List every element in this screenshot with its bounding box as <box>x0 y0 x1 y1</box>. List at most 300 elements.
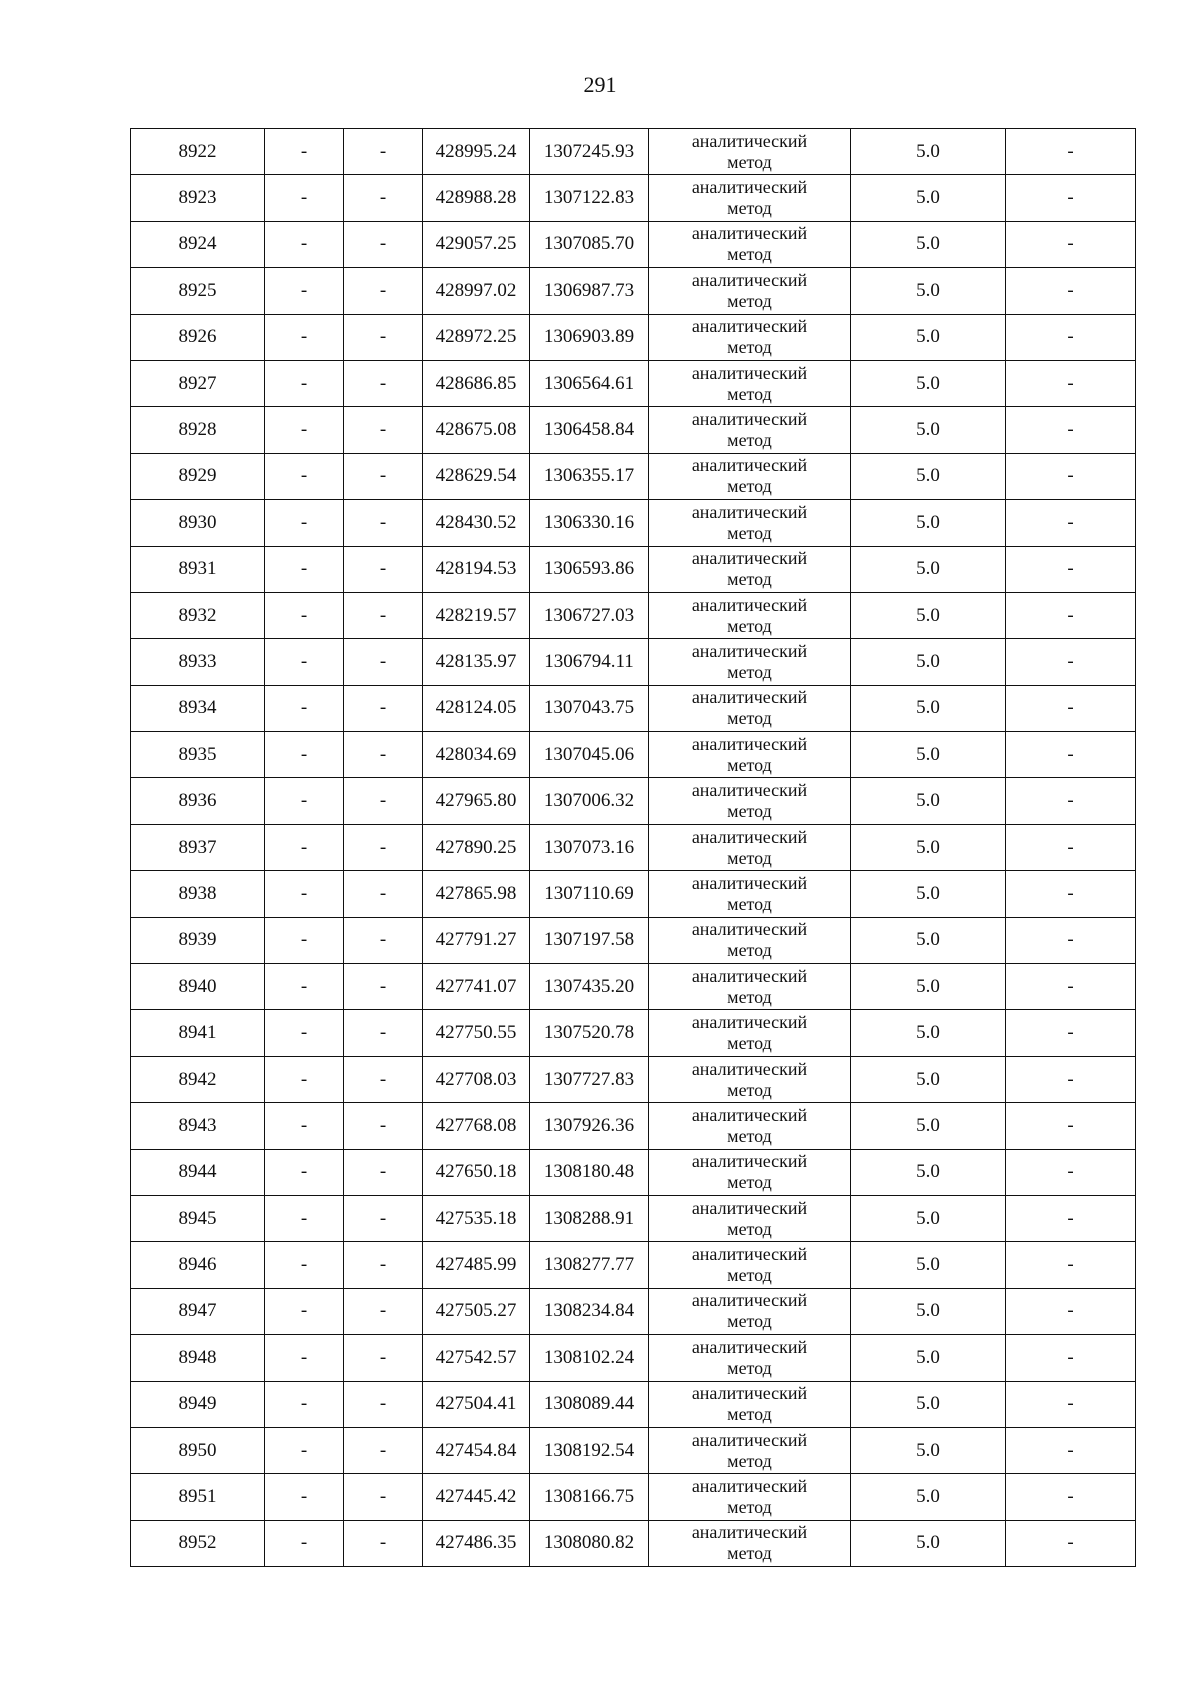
accuracy-cell: 5.0 <box>851 1520 1006 1566</box>
method-line-1: аналитический <box>691 1151 808 1172</box>
method-line-2: метод <box>727 893 772 914</box>
note-cell: - <box>1006 1520 1136 1566</box>
method-line-1: аналитический <box>691 409 808 430</box>
note-cell: - <box>1006 1427 1136 1473</box>
method-line-1: аналитический <box>691 640 808 661</box>
note-cell: - <box>1006 592 1136 638</box>
accuracy-cell: 5.0 <box>851 1242 1006 1288</box>
note-cell: - <box>1006 964 1136 1010</box>
y-coordinate-cell: 1306458.84 <box>530 407 649 453</box>
empty-cell-a: - <box>265 1149 344 1195</box>
table-row <box>131 175 1136 221</box>
method-line-1: аналитический <box>691 501 808 522</box>
accuracy-cell: 5.0 <box>851 592 1006 638</box>
empty-cell-a: - <box>265 824 344 870</box>
x-coordinate-cell: 427741.07 <box>423 964 530 1010</box>
note-cell: - <box>1006 1103 1136 1149</box>
method-cell <box>649 778 851 824</box>
empty-cell-a: - <box>265 1103 344 1149</box>
y-coordinate-cell: 1307043.75 <box>530 685 649 731</box>
empty-cell-b: - <box>344 221 423 267</box>
empty-cell-a: - <box>265 546 344 592</box>
method-cell <box>649 221 851 267</box>
method-line-2: метод <box>727 986 772 1007</box>
page-number: 291 <box>583 72 617 97</box>
method-line-2: метод <box>727 1033 772 1054</box>
empty-cell-a: - <box>265 1242 344 1288</box>
method-line-2: метод <box>727 151 772 172</box>
method-line-2: метод <box>727 708 772 729</box>
empty-cell-a: - <box>265 1474 344 1520</box>
table-row <box>131 407 1136 453</box>
table-row <box>131 500 1136 546</box>
note-cell: - <box>1006 871 1136 917</box>
method-line-2: метод <box>727 801 772 822</box>
point-number-cell: 8935 <box>131 732 265 778</box>
method-line-2: метод <box>727 290 772 311</box>
method-line-2: метод <box>727 1357 772 1378</box>
empty-cell-b: - <box>344 824 423 870</box>
point-number-cell: 8940 <box>131 964 265 1010</box>
y-coordinate-cell: 1307122.83 <box>530 175 649 221</box>
x-coordinate-cell: 428997.02 <box>423 268 530 314</box>
accuracy-cell: 5.0 <box>851 1474 1006 1520</box>
empty-cell-b: - <box>344 917 423 963</box>
method-cell <box>649 964 851 1010</box>
table-body <box>131 129 1136 1567</box>
empty-cell-a: - <box>265 360 344 406</box>
y-coordinate-cell: 1306727.03 <box>530 592 649 638</box>
accuracy-cell: 5.0 <box>851 1056 1006 1102</box>
empty-cell-a: - <box>265 268 344 314</box>
y-coordinate-cell: 1307245.93 <box>530 129 649 175</box>
method-line-1: аналитический <box>691 919 808 940</box>
note-cell: - <box>1006 314 1136 360</box>
accuracy-cell: 5.0 <box>851 175 1006 221</box>
empty-cell-a: - <box>265 1288 344 1334</box>
point-number-cell: 8929 <box>131 453 265 499</box>
y-coordinate-cell: 1307926.36 <box>530 1103 649 1149</box>
x-coordinate-cell: 427768.08 <box>423 1103 530 1149</box>
accuracy-cell: 5.0 <box>851 360 1006 406</box>
empty-cell-a: - <box>265 1195 344 1241</box>
empty-cell-b: - <box>344 871 423 917</box>
method-cell <box>649 824 851 870</box>
method-line-2: метод <box>727 1311 772 1332</box>
point-number-cell: 8934 <box>131 685 265 731</box>
note-cell: - <box>1006 1335 1136 1381</box>
method-cell <box>649 1381 851 1427</box>
point-number-cell: 8938 <box>131 871 265 917</box>
method-cell <box>649 1242 851 1288</box>
method-cell <box>649 1474 851 1520</box>
method-line-1: аналитический <box>691 1012 808 1033</box>
table-row <box>131 1056 1136 1102</box>
note-cell: - <box>1006 360 1136 406</box>
method-cell <box>649 1520 851 1566</box>
method-line-2: метод <box>727 1125 772 1146</box>
method-cell <box>649 1103 851 1149</box>
note-cell: - <box>1006 221 1136 267</box>
accuracy-cell: 5.0 <box>851 453 1006 499</box>
method-line-1: аналитический <box>691 1058 808 1079</box>
note-cell: - <box>1006 917 1136 963</box>
method-line-1: аналитический <box>691 780 808 801</box>
accuracy-cell: 5.0 <box>851 732 1006 778</box>
empty-cell-b: - <box>344 1474 423 1520</box>
empty-cell-b: - <box>344 732 423 778</box>
method-cell <box>649 407 851 453</box>
empty-cell-b: - <box>344 1288 423 1334</box>
x-coordinate-cell: 428675.08 <box>423 407 530 453</box>
table-row <box>131 1149 1136 1195</box>
empty-cell-b: - <box>344 778 423 824</box>
accuracy-cell: 5.0 <box>851 778 1006 824</box>
accuracy-cell: 5.0 <box>851 546 1006 592</box>
method-line-2: метод <box>727 847 772 868</box>
empty-cell-b: - <box>344 639 423 685</box>
accuracy-cell: 5.0 <box>851 685 1006 731</box>
method-line-1: аналитический <box>691 1383 808 1404</box>
method-line-2: метод <box>727 661 772 682</box>
accuracy-cell: 5.0 <box>851 1195 1006 1241</box>
method-line-2: метод <box>727 476 772 497</box>
method-line-1: аналитический <box>691 594 808 615</box>
x-coordinate-cell: 427504.41 <box>423 1381 530 1427</box>
x-coordinate-cell: 427890.25 <box>423 824 530 870</box>
point-number-cell: 8932 <box>131 592 265 638</box>
method-line-1: аналитический <box>691 316 808 337</box>
x-coordinate-cell: 428972.25 <box>423 314 530 360</box>
empty-cell-b: - <box>344 685 423 731</box>
method-line-2: метод <box>727 244 772 265</box>
table-row <box>131 221 1136 267</box>
method-cell <box>649 1335 851 1381</box>
x-coordinate-cell: 429057.25 <box>423 221 530 267</box>
note-cell: - <box>1006 453 1136 499</box>
method-line-1: аналитический <box>691 1104 808 1125</box>
empty-cell-a: - <box>265 1520 344 1566</box>
x-coordinate-cell: 427965.80 <box>423 778 530 824</box>
note-cell: - <box>1006 778 1136 824</box>
method-line-2: метод <box>727 569 772 590</box>
note-cell: - <box>1006 1381 1136 1427</box>
method-cell <box>649 685 851 731</box>
method-cell <box>649 500 851 546</box>
accuracy-cell: 5.0 <box>851 1149 1006 1195</box>
y-coordinate-cell: 1308234.84 <box>530 1288 649 1334</box>
empty-cell-a: - <box>265 964 344 1010</box>
x-coordinate-cell: 427708.03 <box>423 1056 530 1102</box>
empty-cell-a: - <box>265 685 344 731</box>
table-row <box>131 129 1136 175</box>
point-number-cell: 8927 <box>131 360 265 406</box>
y-coordinate-cell: 1308192.54 <box>530 1427 649 1473</box>
method-line-2: метод <box>727 198 772 219</box>
y-coordinate-cell: 1306330.16 <box>530 500 649 546</box>
method-line-1: аналитический <box>691 1476 808 1497</box>
table-row <box>131 1242 1136 1288</box>
table-row <box>131 360 1136 406</box>
y-coordinate-cell: 1306593.86 <box>530 546 649 592</box>
method-line-2: метод <box>727 754 772 775</box>
point-number-cell: 8941 <box>131 1010 265 1056</box>
empty-cell-a: - <box>265 732 344 778</box>
y-coordinate-cell: 1307045.06 <box>530 732 649 778</box>
y-coordinate-cell: 1307073.16 <box>530 824 649 870</box>
y-coordinate-cell: 1307006.32 <box>530 778 649 824</box>
y-coordinate-cell: 1306794.11 <box>530 639 649 685</box>
x-coordinate-cell: 428194.53 <box>423 546 530 592</box>
empty-cell-a: - <box>265 778 344 824</box>
method-cell <box>649 732 851 778</box>
method-line-1: аналитический <box>691 872 808 893</box>
method-line-1: аналитический <box>691 269 808 290</box>
x-coordinate-cell: 427542.57 <box>423 1335 530 1381</box>
y-coordinate-cell: 1307085.70 <box>530 221 649 267</box>
point-number-cell: 8930 <box>131 500 265 546</box>
point-number-cell: 8937 <box>131 824 265 870</box>
table-row <box>131 1010 1136 1056</box>
table-row <box>131 685 1136 731</box>
method-line-1: аналитический <box>691 1522 808 1543</box>
empty-cell-a: - <box>265 453 344 499</box>
accuracy-cell: 5.0 <box>851 500 1006 546</box>
method-cell <box>649 360 851 406</box>
x-coordinate-cell: 427750.55 <box>423 1010 530 1056</box>
x-coordinate-cell: 428430.52 <box>423 500 530 546</box>
method-line-2: метод <box>727 337 772 358</box>
empty-cell-a: - <box>265 1056 344 1102</box>
method-line-1: аналитический <box>691 455 808 476</box>
empty-cell-a: - <box>265 1427 344 1473</box>
x-coordinate-cell: 427791.27 <box>423 917 530 963</box>
empty-cell-a: - <box>265 639 344 685</box>
point-number-cell: 8948 <box>131 1335 265 1381</box>
note-cell: - <box>1006 1056 1136 1102</box>
method-line-1: аналитический <box>691 1429 808 1450</box>
note-cell: - <box>1006 1010 1136 1056</box>
accuracy-cell: 5.0 <box>851 268 1006 314</box>
x-coordinate-cell: 428124.05 <box>423 685 530 731</box>
method-line-2: метод <box>727 430 772 451</box>
method-cell <box>649 175 851 221</box>
method-cell <box>649 1288 851 1334</box>
method-cell <box>649 314 851 360</box>
y-coordinate-cell: 1308102.24 <box>530 1335 649 1381</box>
method-line-2: метод <box>727 1543 772 1564</box>
point-number-cell: 8943 <box>131 1103 265 1149</box>
accuracy-cell: 5.0 <box>851 1010 1006 1056</box>
method-cell <box>649 639 851 685</box>
empty-cell-b: - <box>344 453 423 499</box>
point-number-cell: 8924 <box>131 221 265 267</box>
accuracy-cell: 5.0 <box>851 964 1006 1010</box>
y-coordinate-cell: 1306355.17 <box>530 453 649 499</box>
method-cell <box>649 1010 851 1056</box>
table-row <box>131 917 1136 963</box>
method-line-1: аналитический <box>691 1197 808 1218</box>
accuracy-cell: 5.0 <box>851 1288 1006 1334</box>
accuracy-cell: 5.0 <box>851 407 1006 453</box>
note-cell: - <box>1006 175 1136 221</box>
empty-cell-a: - <box>265 129 344 175</box>
method-line-2: метод <box>727 383 772 404</box>
x-coordinate-cell: 428629.54 <box>423 453 530 499</box>
table-row <box>131 1381 1136 1427</box>
x-coordinate-cell: 428034.69 <box>423 732 530 778</box>
x-coordinate-cell: 428219.57 <box>423 592 530 638</box>
point-number-cell: 8928 <box>131 407 265 453</box>
method-cell <box>649 1149 851 1195</box>
coordinates-table <box>130 128 1136 1567</box>
x-coordinate-cell: 427486.35 <box>423 1520 530 1566</box>
method-line-2: метод <box>727 1497 772 1518</box>
x-coordinate-cell: 427535.18 <box>423 1195 530 1241</box>
note-cell: - <box>1006 732 1136 778</box>
method-line-2: метод <box>727 615 772 636</box>
method-cell <box>649 1427 851 1473</box>
table-row <box>131 964 1136 1010</box>
empty-cell-b: - <box>344 175 423 221</box>
empty-cell-b: - <box>344 268 423 314</box>
method-line-2: метод <box>727 1218 772 1239</box>
method-line-2: метод <box>727 1404 772 1425</box>
point-number-cell: 8944 <box>131 1149 265 1195</box>
method-line-2: метод <box>727 522 772 543</box>
table-row <box>131 732 1136 778</box>
point-number-cell: 8950 <box>131 1427 265 1473</box>
accuracy-cell: 5.0 <box>851 1335 1006 1381</box>
table-row <box>131 314 1136 360</box>
x-coordinate-cell: 427865.98 <box>423 871 530 917</box>
table-row <box>131 546 1136 592</box>
point-number-cell: 8952 <box>131 1520 265 1566</box>
x-coordinate-cell: 427505.27 <box>423 1288 530 1334</box>
accuracy-cell: 5.0 <box>851 1427 1006 1473</box>
empty-cell-a: - <box>265 1010 344 1056</box>
y-coordinate-cell: 1308089.44 <box>530 1381 649 1427</box>
accuracy-cell: 5.0 <box>851 1381 1006 1427</box>
empty-cell-a: - <box>265 1381 344 1427</box>
method-line-1: аналитический <box>691 223 808 244</box>
empty-cell-b: - <box>344 1195 423 1241</box>
empty-cell-a: - <box>265 407 344 453</box>
empty-cell-b: - <box>344 1381 423 1427</box>
table-row <box>131 1520 1136 1566</box>
empty-cell-b: - <box>344 546 423 592</box>
table-row <box>131 592 1136 638</box>
note-cell: - <box>1006 129 1136 175</box>
y-coordinate-cell: 1307435.20 <box>530 964 649 1010</box>
point-number-cell: 8946 <box>131 1242 265 1288</box>
empty-cell-b: - <box>344 407 423 453</box>
point-number-cell: 8933 <box>131 639 265 685</box>
accuracy-cell: 5.0 <box>851 221 1006 267</box>
method-line-1: аналитический <box>691 177 808 198</box>
empty-cell-b: - <box>344 1520 423 1566</box>
method-cell <box>649 1195 851 1241</box>
note-cell: - <box>1006 268 1136 314</box>
y-coordinate-cell: 1308080.82 <box>530 1520 649 1566</box>
y-coordinate-cell: 1308277.77 <box>530 1242 649 1288</box>
table-row <box>131 1103 1136 1149</box>
table-row <box>131 871 1136 917</box>
accuracy-cell: 5.0 <box>851 871 1006 917</box>
method-line-1: аналитический <box>691 733 808 754</box>
method-cell <box>649 1056 851 1102</box>
note-cell: - <box>1006 685 1136 731</box>
note-cell: - <box>1006 639 1136 685</box>
empty-cell-a: - <box>265 314 344 360</box>
method-line-2: метод <box>727 1079 772 1100</box>
point-number-cell: 8939 <box>131 917 265 963</box>
y-coordinate-cell: 1306564.61 <box>530 360 649 406</box>
note-cell: - <box>1006 407 1136 453</box>
point-number-cell: 8926 <box>131 314 265 360</box>
table-row <box>131 268 1136 314</box>
method-line-2: метод <box>727 1265 772 1286</box>
method-line-1: аналитический <box>691 965 808 986</box>
point-number-cell: 8942 <box>131 1056 265 1102</box>
table-row <box>131 453 1136 499</box>
empty-cell-a: - <box>265 500 344 546</box>
y-coordinate-cell: 1307727.83 <box>530 1056 649 1102</box>
accuracy-cell: 5.0 <box>851 1103 1006 1149</box>
method-line-1: аналитический <box>691 548 808 569</box>
empty-cell-b: - <box>344 592 423 638</box>
x-coordinate-cell: 427454.84 <box>423 1427 530 1473</box>
y-coordinate-cell: 1307110.69 <box>530 871 649 917</box>
table-row <box>131 1335 1136 1381</box>
method-cell <box>649 453 851 499</box>
accuracy-cell: 5.0 <box>851 129 1006 175</box>
point-number-cell: 8931 <box>131 546 265 592</box>
point-number-cell: 8925 <box>131 268 265 314</box>
note-cell: - <box>1006 1242 1136 1288</box>
method-line-1: аналитический <box>691 1244 808 1265</box>
method-line-2: метод <box>727 940 772 961</box>
empty-cell-a: - <box>265 871 344 917</box>
empty-cell-a: - <box>265 592 344 638</box>
note-cell: - <box>1006 1288 1136 1334</box>
accuracy-cell: 5.0 <box>851 314 1006 360</box>
table-row <box>131 824 1136 870</box>
table-row <box>131 1474 1136 1520</box>
method-line-1: аналитический <box>691 826 808 847</box>
method-line-1: аналитический <box>691 1336 808 1357</box>
empty-cell-b: - <box>344 964 423 1010</box>
empty-cell-b: - <box>344 1056 423 1102</box>
table-row <box>131 1427 1136 1473</box>
accuracy-cell: 5.0 <box>851 639 1006 685</box>
method-line-1: аналитический <box>691 130 808 151</box>
x-coordinate-cell: 427650.18 <box>423 1149 530 1195</box>
method-line-1: аналитический <box>691 362 808 383</box>
method-line-1: аналитический <box>691 1290 808 1311</box>
method-cell <box>649 268 851 314</box>
empty-cell-b: - <box>344 500 423 546</box>
point-number-cell: 8945 <box>131 1195 265 1241</box>
method-line-2: метод <box>727 1450 772 1471</box>
y-coordinate-cell: 1307197.58 <box>530 917 649 963</box>
x-coordinate-cell: 428995.24 <box>423 129 530 175</box>
table-row <box>131 1195 1136 1241</box>
empty-cell-b: - <box>344 1010 423 1056</box>
point-number-cell: 8949 <box>131 1381 265 1427</box>
method-cell <box>649 592 851 638</box>
x-coordinate-cell: 428135.97 <box>423 639 530 685</box>
